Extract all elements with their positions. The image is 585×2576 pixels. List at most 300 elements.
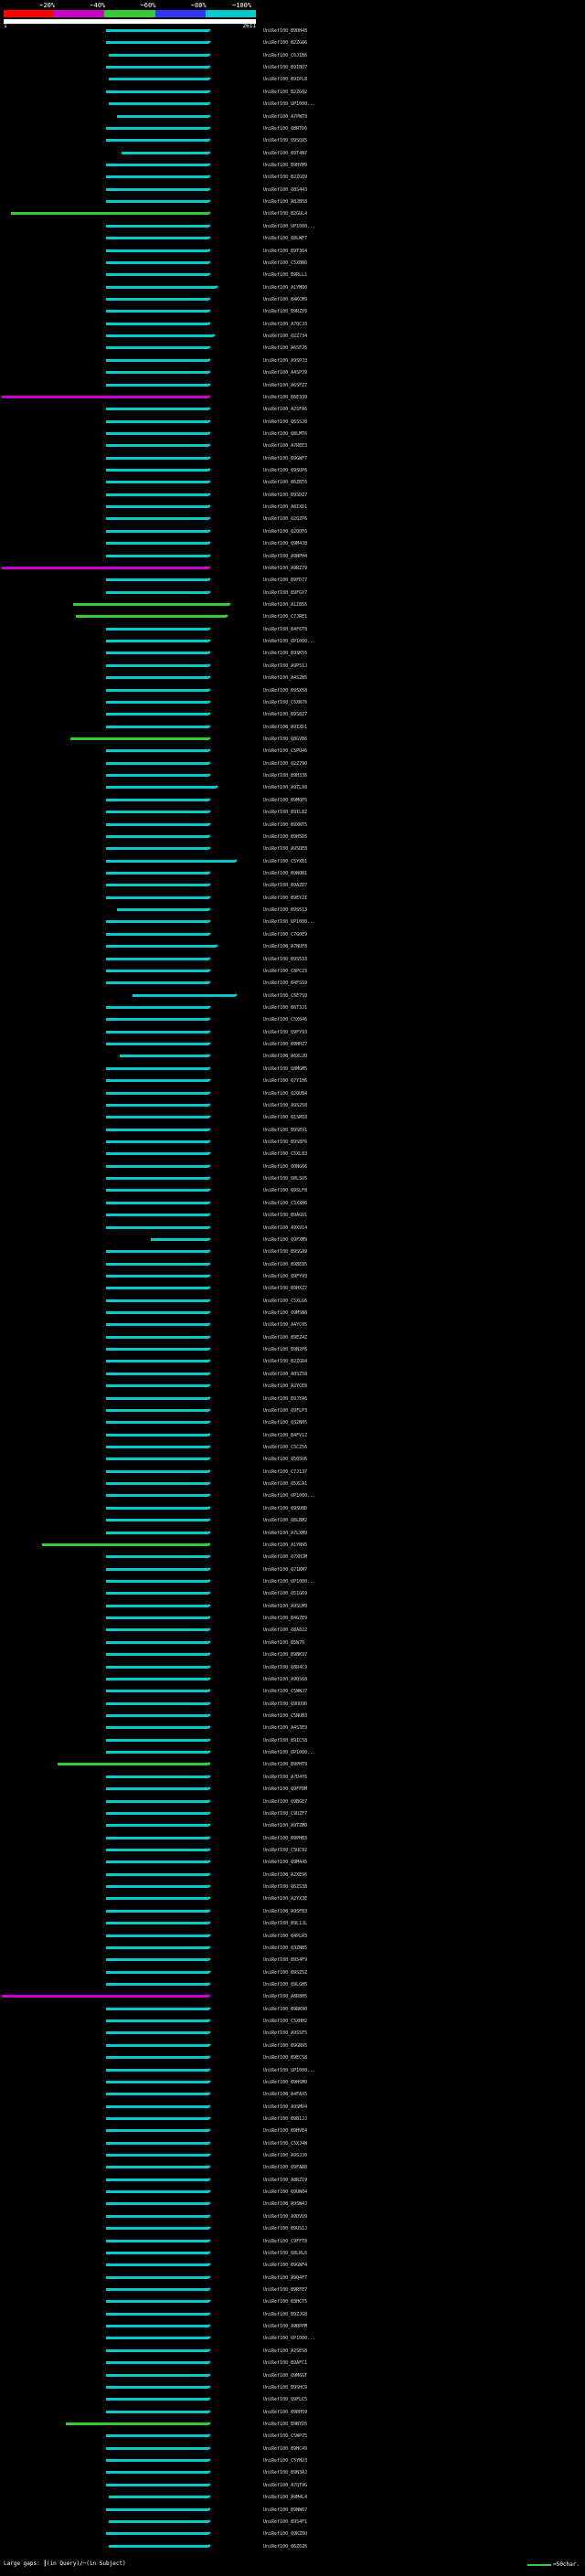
hit-row[interactable] <box>0 2141 585 2147</box>
hit-row[interactable] <box>0 1151 585 1157</box>
hit-subject-label[interactable]: UniRef100_B9XNT5 <box>263 822 308 828</box>
hit-subject-label[interactable]: UniRef100_Q4PLR3 <box>263 1933 308 1939</box>
hit-row[interactable] <box>0 1640 585 1646</box>
hit-row[interactable] <box>0 309 585 314</box>
hit-alignment-bar[interactable] <box>106 1873 208 1876</box>
hit-alignment-bar[interactable] <box>106 1202 208 1204</box>
hit-alignment-bar[interactable] <box>106 2386 208 2389</box>
hit-row[interactable] <box>0 468 585 473</box>
hit-subject-label[interactable]: UniRef100_A9QS68 <box>263 1676 308 1682</box>
hit-subject-label[interactable]: UniRef100_UP1000... <box>263 919 316 926</box>
hit-subject-label[interactable]: UniRef100_Q8LRL6 <box>263 2250 308 2256</box>
hit-alignment-bar[interactable] <box>106 1860 208 1863</box>
hit-row[interactable] <box>0 1469 585 1475</box>
hit-row[interactable] <box>0 578 585 583</box>
hit-alignment-bar[interactable] <box>106 2447 208 2450</box>
hit-alignment-bar[interactable] <box>106 2227 208 2230</box>
hit-row[interactable] <box>0 1042 585 1047</box>
hit-alignment-bar[interactable] <box>106 298 208 301</box>
hit-alignment-bar[interactable] <box>106 2202 208 2205</box>
hit-alignment-bar[interactable] <box>106 2019 208 2022</box>
hit-subject-label[interactable]: UniRef100_B9RZY6 <box>263 309 308 315</box>
hit-alignment-bar[interactable] <box>106 493 208 496</box>
hit-subject-label[interactable]: UniRef100_Q8LWF7 <box>263 236 308 242</box>
hit-alignment-bar[interactable] <box>106 1348 208 1351</box>
hit-subject-label[interactable]: UniRef100_Q9FY93 <box>263 1273 308 1279</box>
hit-row[interactable] <box>0 297 585 302</box>
hit-alignment-bar[interactable] <box>42 1543 208 1546</box>
hit-alignment-bar[interactable] <box>106 1214 208 1216</box>
hit-subject-label[interactable]: UniRef100_A9TZM0 <box>263 1823 308 1829</box>
hit-alignment-bar[interactable] <box>106 1470 208 1473</box>
hit-alignment-bar[interactable] <box>106 1592 208 1595</box>
hit-row[interactable] <box>0 1457 585 1462</box>
hit-subject-label[interactable]: UniRef100_B9IPL8 <box>263 77 308 83</box>
hit-subject-label[interactable]: UniRef100_UP1000... <box>263 1750 316 1756</box>
hit-subject-label[interactable]: UniRef100_Q9M4J8 <box>263 541 308 547</box>
hit-row[interactable] <box>0 2178 585 2183</box>
hit-row[interactable] <box>0 1934 585 1939</box>
hit-alignment-bar[interactable] <box>106 175 208 178</box>
hit-alignment-bar[interactable] <box>106 444 208 447</box>
hit-row[interactable] <box>0 211 585 217</box>
hit-row[interactable] <box>0 1799 585 1805</box>
hit-subject-label[interactable]: UniRef100_A7LXM9 <box>263 1530 308 1536</box>
hit-subject-label[interactable]: UniRef100_A9SPJ3 <box>263 357 308 364</box>
hit-row[interactable] <box>0 1762 585 1767</box>
hit-row[interactable] <box>0 1652 585 1658</box>
hit-alignment-bar[interactable] <box>106 1092 208 1095</box>
hit-subject-label[interactable]: UniRef100_C7JRE1 <box>263 614 308 620</box>
hit-row[interactable] <box>0 2030 585 2036</box>
hit-subject-label[interactable]: UniRef100_A4S3E9 <box>263 1725 308 1732</box>
hit-subject-label[interactable]: UniRef100_B9SE91 <box>263 1127 308 1133</box>
hit-subject-label[interactable]: UniRef100_UP1000... <box>263 1493 316 1500</box>
hit-subject-label[interactable]: UniRef100_Q3ZNB5 <box>263 1945 308 1951</box>
hit-alignment-bar[interactable] <box>106 1787 208 1790</box>
hit-subject-label[interactable]: UniRef100_B9SZ5Z <box>263 1969 308 1976</box>
hit-row[interactable] <box>0 2433 585 2439</box>
hit-alignment-bar[interactable] <box>106 1494 208 1497</box>
hit-row[interactable] <box>0 1372 585 1377</box>
hit-row[interactable] <box>0 516 585 522</box>
hit-row[interactable] <box>0 919 585 925</box>
hit-subject-label[interactable]: UniRef100_B9S4F9 <box>263 1957 308 1964</box>
hit-subject-label[interactable]: UniRef100_Q2QQF6 <box>263 528 308 535</box>
hit-alignment-bar[interactable] <box>106 1360 208 1362</box>
hit-alignment-bar[interactable] <box>106 1885 208 1888</box>
hit-alignment-bar[interactable] <box>106 2031 208 2034</box>
hit-alignment-bar[interactable] <box>106 1104 208 1107</box>
hit-alignment-bar[interactable] <box>106 323 208 325</box>
hit-alignment-bar[interactable] <box>109 2496 208 2498</box>
hit-row[interactable] <box>0 2189 585 2195</box>
hit-row[interactable] <box>0 1262 585 1267</box>
hit-alignment-bar[interactable] <box>106 2252 208 2254</box>
hit-row[interactable] <box>0 1567 585 1573</box>
hit-row[interactable] <box>0 773 585 779</box>
hit-subject-label[interactable]: UniRef100_C5YM23 <box>263 2458 308 2465</box>
hit-alignment-bar[interactable] <box>106 1421 208 1424</box>
hit-subject-label[interactable]: UniRef100_Q9M445 <box>263 1860 308 1866</box>
hit-row[interactable] <box>0 1213 585 1218</box>
hit-subject-label[interactable]: UniRef100_Q9BGE7 <box>263 1798 308 1805</box>
hit-subject-label[interactable]: UniRef100_Q8MGM5 <box>263 1065 308 1072</box>
hit-alignment-bar[interactable] <box>106 2398 208 2401</box>
hit-alignment-bar[interactable] <box>106 1507 208 1510</box>
hit-row[interactable] <box>0 383 585 388</box>
hit-alignment-bar[interactable] <box>11 212 208 215</box>
hit-alignment-bar[interactable] <box>117 115 208 118</box>
hit-subject-label[interactable]: UniRef100_Q7XHJM <box>263 1554 308 1561</box>
hit-row[interactable] <box>0 1860 585 1865</box>
hit-row[interactable] <box>0 871 585 876</box>
hit-subject-label[interactable]: UniRef100_C5XN76 <box>263 699 308 705</box>
hit-subject-label[interactable]: UniRef100_A7D4Y6 <box>263 1774 308 1780</box>
hit-alignment-bar[interactable] <box>106 420 208 423</box>
hit-subject-label[interactable]: UniRef100_B4FV1Z <box>263 1432 308 1438</box>
hit-row[interactable] <box>0 1347 585 1352</box>
hit-alignment-bar[interactable] <box>106 2081 208 2083</box>
hit-subject-label[interactable]: UniRef100_Q5QSU6 <box>263 1457 308 1463</box>
hit-subject-label[interactable]: UniRef100_C5XL83 <box>263 1151 308 1158</box>
hit-subject-label[interactable]: UniRef100_B9NW67 <box>263 2507 308 2513</box>
hit-subject-label[interactable]: UniRef100_B9SDZ7 <box>263 492 308 498</box>
hit-subject-label[interactable]: UniRef100_UP1000... <box>263 1579 316 1585</box>
hit-subject-label[interactable]: UniRef100_Q8R4C9 <box>263 1664 308 1670</box>
hit-subject-label[interactable]: UniRef100_B9S513 <box>263 907 308 914</box>
hit-row[interactable] <box>0 1115 585 1120</box>
hit-alignment-bar[interactable] <box>106 1384 208 1387</box>
hit-row[interactable] <box>0 2483 585 2488</box>
hit-alignment-bar[interactable] <box>106 2117 208 2120</box>
hit-row[interactable] <box>0 1445 585 1450</box>
hit-subject-label[interactable]: UniRef100_B2ZGQ9 <box>263 175 308 181</box>
hit-alignment-bar[interactable] <box>106 408 208 410</box>
hit-alignment-bar[interactable] <box>106 469 208 472</box>
hit-subject-label[interactable]: UniRef100_A8IXD1 <box>263 504 308 511</box>
hit-row[interactable] <box>0 1689 585 1694</box>
hit-subject-label[interactable]: UniRef100_B4F6T8 <box>263 626 308 632</box>
hit-alignment-bar[interactable] <box>2 396 208 398</box>
hit-row[interactable] <box>0 114 585 120</box>
hit-row[interactable] <box>0 1542 585 1548</box>
hit-row[interactable] <box>0 1066 585 1072</box>
hit-row[interactable] <box>0 2092 585 2097</box>
hit-subject-label[interactable]: UniRef100_A9DVU9 <box>263 2213 308 2220</box>
hit-subject-label[interactable]: UniRef100_Q9FY93 <box>263 1029 308 1035</box>
hit-alignment-bar[interactable] <box>106 1458 208 1460</box>
hit-alignment-bar[interactable] <box>106 1043 208 1045</box>
hit-row[interactable] <box>0 834 585 840</box>
hit-subject-label[interactable]: UniRef100_Q9FLP3 <box>263 1407 308 1414</box>
hit-alignment-bar[interactable] <box>106 1129 208 1131</box>
hit-subject-label[interactable]: UniRef100_B9DH48 <box>263 28 308 34</box>
hit-subject-label[interactable]: UniRef100_A7QCJ3 <box>263 321 308 327</box>
hit-row[interactable] <box>0 1286 585 1291</box>
hit-alignment-bar[interactable] <box>106 1140 208 1143</box>
hit-subject-label[interactable]: UniRef100_A1YN95 <box>263 1542 308 1548</box>
hit-row[interactable] <box>0 2397 585 2402</box>
hit-alignment-bar[interactable] <box>106 1018 208 1021</box>
hit-row[interactable] <box>0 651 585 656</box>
hit-row[interactable] <box>0 627 585 632</box>
hit-row[interactable] <box>0 1531 585 1536</box>
hit-subject-label[interactable]: UniRef100_B9H336 <box>263 773 308 779</box>
hit-alignment-bar[interactable] <box>73 603 229 606</box>
hit-row[interactable] <box>0 1164 585 1170</box>
hit-row[interactable] <box>0 590 585 596</box>
hit-subject-label[interactable]: UniRef100_B6ZBT6 <box>263 480 308 486</box>
hit-subject-label[interactable]: UniRef100_Q1SMI8 <box>263 1115 308 1121</box>
hit-alignment-bar[interactable] <box>106 261 208 264</box>
hit-alignment-bar[interactable] <box>106 1287 208 1289</box>
hit-alignment-bar[interactable] <box>106 1532 208 1534</box>
hit-alignment-bar[interactable] <box>106 1446 208 1448</box>
hit-alignment-bar[interactable] <box>106 2093 208 2095</box>
hit-row[interactable] <box>0 1701 585 1707</box>
hit-subject-label[interactable]: UniRef100_B3HCT5 <box>263 2299 308 2306</box>
hit-subject-label[interactable]: UniRef100_C5CZ56 <box>263 1445 308 1451</box>
hit-row[interactable] <box>0 443 585 449</box>
hit-row[interactable] <box>0 1176 585 1182</box>
hit-alignment-bar[interactable] <box>106 1971 208 1974</box>
hit-row[interactable] <box>0 566 585 571</box>
hit-subject-label[interactable]: UniRef100_B9RH59 <box>263 2409 308 2415</box>
hit-subject-label[interactable]: UniRef100_Q8RTD6 <box>263 125 308 132</box>
hit-row[interactable] <box>0 944 585 949</box>
hit-row[interactable] <box>0 2251 585 2256</box>
hit-row[interactable] <box>0 1786 585 1792</box>
hit-subject-label[interactable]: UniRef100_A9SJJ0 <box>263 2153 308 2159</box>
hit-alignment-bar[interactable] <box>106 1641 208 1644</box>
hit-alignment-bar[interactable] <box>106 1409 208 1412</box>
hit-subject-label[interactable]: UniRef100_A0SZ58 <box>263 1371 308 1377</box>
hit-alignment-bar[interactable] <box>106 1605 208 1607</box>
hit-alignment-bar[interactable] <box>106 1568 208 1571</box>
hit-alignment-bar[interactable] <box>66 2422 208 2425</box>
hit-alignment-bar[interactable] <box>106 164 208 166</box>
hit-alignment-bar[interactable] <box>106 2484 208 2486</box>
hit-row[interactable] <box>0 1322 585 1328</box>
hit-row[interactable] <box>0 1396 585 1402</box>
hit-row[interactable] <box>0 2080 585 2085</box>
hit-row[interactable] <box>0 77 585 82</box>
hit-alignment-bar[interactable] <box>106 457 208 460</box>
hit-alignment-bar[interactable] <box>106 2215 208 2218</box>
hit-alignment-bar[interactable] <box>106 2337 208 2339</box>
hit-row[interactable] <box>0 1627 585 1633</box>
hit-alignment-bar[interactable] <box>106 505 208 508</box>
hit-alignment-bar[interactable] <box>106 1714 208 1717</box>
hit-subject-label[interactable]: UniRef100_C5YXB1 <box>263 858 308 864</box>
hit-subject-label[interactable]: UniRef100_Q2QUB4 <box>263 1090 308 1097</box>
hit-alignment-bar[interactable] <box>106 811 208 813</box>
hit-alignment-bar[interactable] <box>122 152 208 154</box>
hit-subject-label[interactable]: UniRef100_O9MSN8 <box>263 1310 308 1317</box>
hit-alignment-bar[interactable] <box>106 1946 208 1949</box>
hit-subject-label[interactable]: UniRef100_A9SW4J <box>263 2201 308 2208</box>
hit-subject-label[interactable]: UniRef100_A9SMU4 <box>263 2104 308 2110</box>
hit-row[interactable] <box>0 859 585 864</box>
hit-subject-label[interactable]: UniRef100_C7J137 <box>263 1468 308 1475</box>
hit-subject-label[interactable]: UniRef100_C5PU46 <box>263 748 308 755</box>
hit-subject-label[interactable]: UniRef100_A6SFZ7 <box>263 382 308 388</box>
hit-row[interactable] <box>0 249 585 254</box>
hit-row[interactable] <box>0 2104 585 2110</box>
hit-row[interactable] <box>0 2165 585 2170</box>
hit-alignment-bar[interactable] <box>109 54 208 57</box>
hit-subject-label[interactable]: UniRef100_B9N3AJ <box>263 2470 308 2476</box>
hit-subject-label[interactable]: UniRef100_A2SFA6 <box>263 407 308 413</box>
hit-subject-label[interactable]: UniRef100_C6E7S9 <box>263 992 308 999</box>
hit-row[interactable] <box>0 2458 585 2464</box>
hit-alignment-bar[interactable] <box>106 2313 208 2316</box>
hit-alignment-bar[interactable] <box>106 1397 208 1400</box>
hit-subject-label[interactable]: UniRef100_C9FFT8 <box>263 2238 308 2244</box>
hit-alignment-bar[interactable] <box>106 958 208 960</box>
hit-alignment-bar[interactable] <box>106 1922 208 1924</box>
hit-row[interactable] <box>0 785 585 790</box>
hit-row[interactable] <box>0 2043 585 2049</box>
hit-subject-label[interactable]: UniRef100_Q9FXM9 <box>263 1236 308 1243</box>
hit-row[interactable] <box>0 761 585 767</box>
hit-alignment-bar[interactable] <box>106 2325 208 2327</box>
hit-row[interactable] <box>0 2226 585 2231</box>
hit-subject-label[interactable]: UniRef100_B9SGA9 <box>263 1249 308 1256</box>
hit-alignment-bar[interactable] <box>106 334 213 337</box>
hit-subject-label[interactable]: UniRef100_C5WP75 <box>263 2433 308 2440</box>
hit-subject-label[interactable]: UniRef100_A8RZ19 <box>263 2177 308 2183</box>
hit-alignment-bar[interactable] <box>106 1580 208 1583</box>
hit-alignment-bar[interactable] <box>106 628 208 631</box>
hit-subject-label[interactable]: UniRef100_C6J1B6 <box>263 52 308 58</box>
hit-alignment-bar[interactable] <box>106 1336 208 1339</box>
hit-row[interactable] <box>0 810 585 815</box>
hit-alignment-bar[interactable] <box>106 676 208 679</box>
hit-row[interactable] <box>0 260 585 266</box>
hit-row[interactable] <box>0 2287 585 2293</box>
hit-alignment-bar[interactable] <box>106 1702 208 1705</box>
hit-row[interactable] <box>0 345 585 351</box>
hit-alignment-bar[interactable] <box>106 2154 208 2157</box>
hit-alignment-bar[interactable] <box>106 249 208 252</box>
hit-alignment-bar[interactable] <box>106 2276 208 2279</box>
hit-subject-label[interactable]: UniRef100_Q9FLC5 <box>263 2397 308 2403</box>
hit-subject-label[interactable]: UniRef100_B9US1J <box>263 2226 308 2232</box>
hit-alignment-bar[interactable] <box>106 2263 208 2266</box>
hit-row[interactable] <box>0 1994 585 1999</box>
hit-subject-label[interactable]: UniRef100_B9SHC9 <box>263 2384 308 2390</box>
hit-row[interactable] <box>0 334 585 339</box>
hit-subject-label[interactable]: UniRef100_Q2Z790 <box>263 760 308 767</box>
hit-subject-label[interactable]: UniRef100_C5NUB3 <box>263 1713 308 1719</box>
hit-row[interactable] <box>0 2507 585 2513</box>
hit-row[interactable] <box>0 1884 585 1890</box>
hit-row[interactable] <box>0 28 585 34</box>
hit-row[interactable] <box>0 151 585 156</box>
hit-row[interactable] <box>0 2153 585 2158</box>
hit-subject-label[interactable]: UniRef100_B9EZ4Z <box>263 1334 308 1341</box>
hit-subject-label[interactable]: UniRef100_B9PHB3 <box>263 1835 308 1841</box>
hit-subject-label[interactable]: UniRef100_B9BK97 <box>263 1652 308 1659</box>
hit-alignment-bar[interactable] <box>106 1678 208 1680</box>
hit-row[interactable] <box>0 1054 585 1059</box>
hit-row[interactable] <box>0 419 585 425</box>
hit-alignment-bar[interactable] <box>106 1983 208 1986</box>
hit-row[interactable] <box>0 614 585 620</box>
hit-row[interactable] <box>0 748 585 754</box>
hit-subject-label[interactable]: UniRef100_B9S4F1 <box>263 2518 308 2525</box>
hit-alignment-bar[interactable] <box>106 530 208 533</box>
hit-row[interactable] <box>0 1554 585 1560</box>
hit-alignment-bar[interactable] <box>106 578 208 581</box>
hit-row[interactable] <box>0 1616 585 1621</box>
hit-alignment-bar[interactable] <box>106 1311 208 1314</box>
hit-alignment-bar[interactable] <box>106 346 208 349</box>
hit-alignment-bar[interactable] <box>106 835 208 838</box>
hit-subject-label[interactable]: UniRef100_B9JYA6 <box>263 1395 308 1402</box>
hit-row[interactable] <box>0 1359 585 1364</box>
hit-alignment-bar[interactable] <box>106 481 208 483</box>
hit-subject-label[interactable]: UniRef100_B9T364 <box>263 248 308 254</box>
hit-alignment-bar[interactable] <box>70 737 208 740</box>
hit-row[interactable] <box>0 1030 585 1035</box>
hit-alignment-bar[interactable] <box>106 970 208 972</box>
hit-subject-label[interactable]: UniRef100_UP1000... <box>263 101 316 108</box>
hit-alignment-bar[interactable] <box>2 567 208 569</box>
hit-row[interactable] <box>0 1738 585 1744</box>
hit-row[interactable] <box>0 1677 585 1682</box>
hit-subject-label[interactable]: UniRef100_A1IB55 <box>263 602 308 609</box>
hit-alignment-bar[interactable] <box>106 689 208 692</box>
hit-subject-label[interactable]: UniRef100_A9TLX0 <box>263 785 308 791</box>
hit-row[interactable] <box>0 2128 585 2134</box>
hit-subject-label[interactable]: UniRef100_A9SFB3 <box>263 1908 308 1914</box>
hit-subject-label[interactable]: UniRef100_Q7Y1H6 <box>263 1078 308 1085</box>
hit-row[interactable] <box>0 2068 585 2073</box>
hit-row[interactable] <box>0 1579 585 1585</box>
hit-subject-label[interactable]: UniRef100_B9BE85 <box>263 1261 308 1267</box>
hit-subject-label[interactable]: UniRef100_B9IBU7 <box>263 65 308 71</box>
hit-alignment-bar[interactable] <box>106 1910 208 1913</box>
hit-alignment-bar[interactable] <box>106 2508 208 2511</box>
hit-subject-label[interactable]: UniRef100_Q9SUP6 <box>263 468 308 474</box>
hit-row[interactable] <box>0 1188 585 1193</box>
hit-row[interactable] <box>0 358 585 364</box>
hit-alignment-bar[interactable] <box>106 2129 208 2132</box>
hit-alignment-bar[interactable] <box>106 1434 208 1436</box>
hit-alignment-bar[interactable] <box>106 981 208 984</box>
hit-subject-label[interactable]: UniRef100_Q9SU8D <box>263 1505 308 1511</box>
hit-row[interactable] <box>0 2324 585 2329</box>
hit-row[interactable] <box>0 187 585 193</box>
hit-row[interactable] <box>0 90 585 95</box>
hit-alignment-bar[interactable] <box>106 237 208 239</box>
hit-alignment-bar[interactable] <box>109 78 208 80</box>
hit-alignment-bar[interactable] <box>106 762 208 765</box>
hit-subject-label[interactable]: UniRef100_Q9LGH5 <box>263 1981 308 1988</box>
hit-subject-label[interactable]: UniRef100_Q8A822 <box>263 1627 308 1634</box>
hit-row[interactable] <box>0 2312 585 2317</box>
hit-row[interactable] <box>0 175 585 180</box>
hit-subject-label[interactable]: UniRef100_B2ZGQ2 <box>263 89 308 95</box>
hit-subject-label[interactable]: UniRef100_Q71KM7 <box>263 1566 308 1573</box>
hit-row[interactable] <box>0 493 585 498</box>
hit-row[interactable] <box>0 1078 585 1084</box>
hit-subject-label[interactable]: UniRef100_A4S2B5 <box>263 675 308 682</box>
hit-alignment-bar[interactable] <box>106 1849 208 1851</box>
